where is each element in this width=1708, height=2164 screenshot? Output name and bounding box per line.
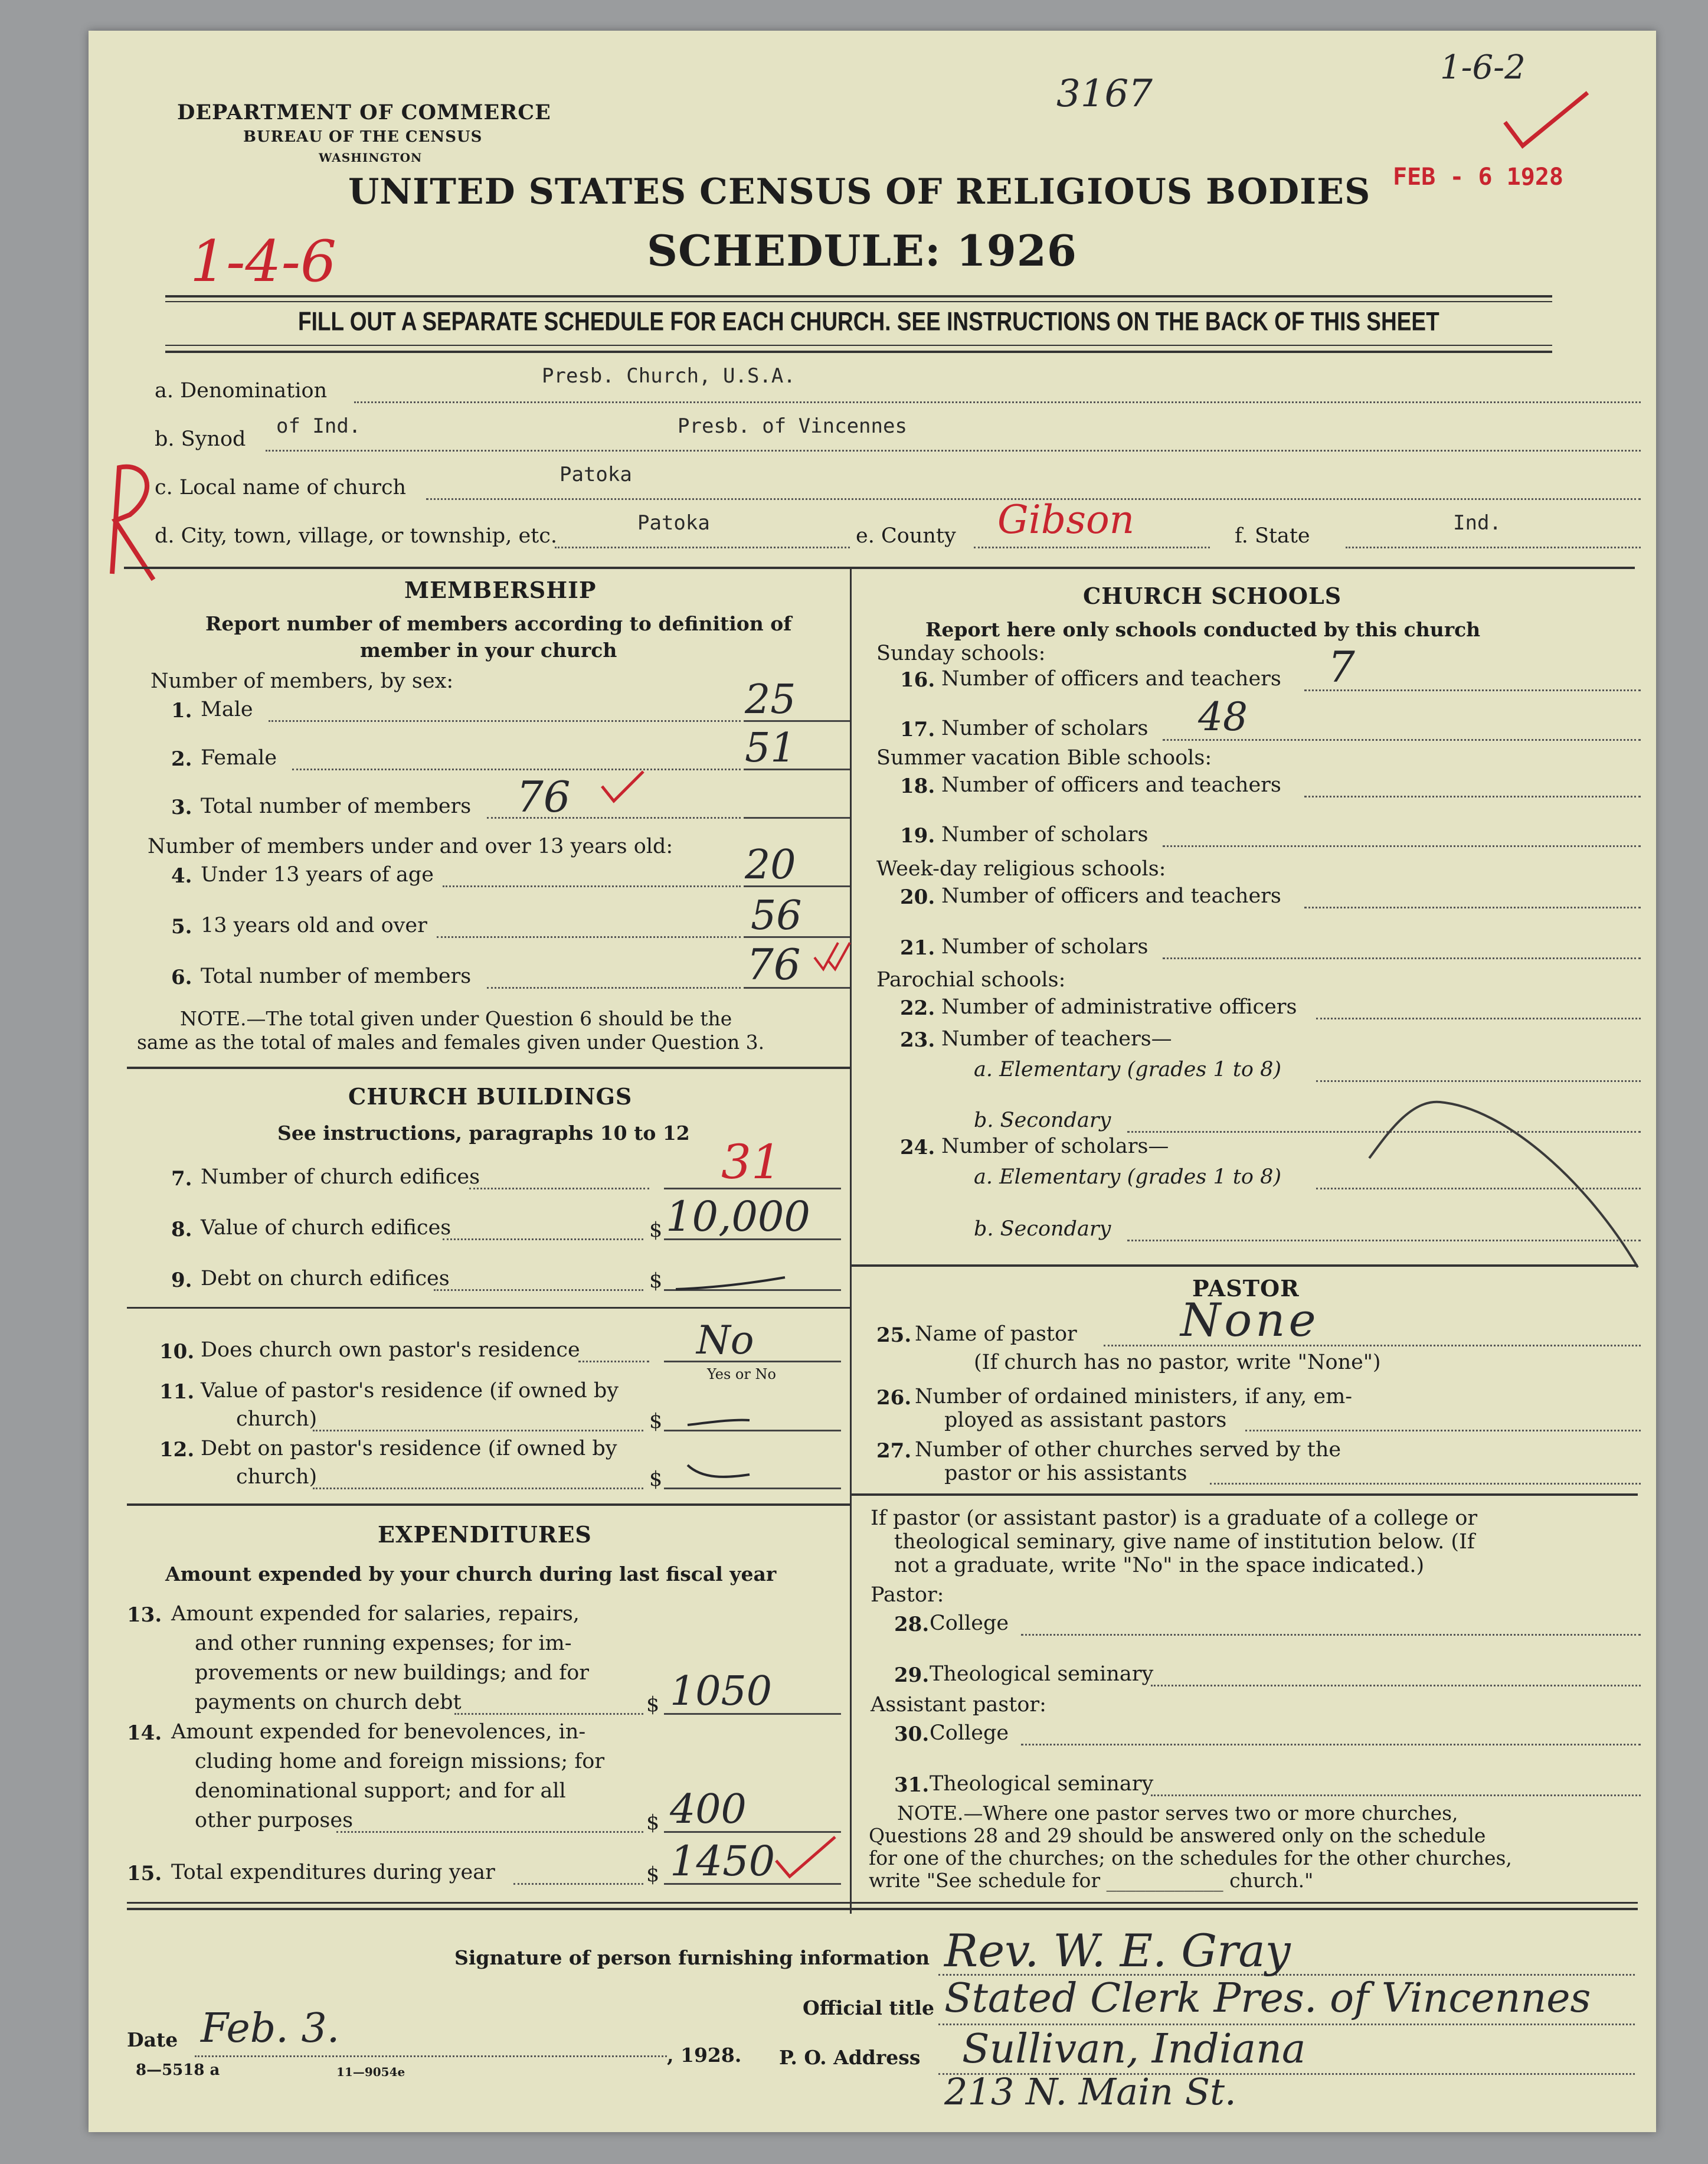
q11-label: church) (236, 1407, 318, 1431)
bureau-label: BUREAU OF THE CENSUS (243, 128, 483, 146)
buildings-subtitle: See instructions, paragraphs 10 to 12 (277, 1122, 690, 1145)
dollar-sign: $ (649, 1218, 663, 1242)
q1-number: 1. (171, 699, 192, 723)
fill-line (974, 547, 1210, 548)
form-number: 8—5518 a (136, 2061, 220, 2079)
q30-number: 30. (894, 1722, 930, 1746)
divider (165, 301, 1552, 302)
q15-label: Total expenditures during year (171, 1861, 495, 1884)
q13-label: payments on church debt (195, 1691, 462, 1714)
top-right-code: 1-6-2 (1440, 48, 1526, 87)
q21-number: 21. (900, 936, 935, 960)
fill-line (443, 1238, 643, 1240)
divider (127, 1067, 850, 1069)
q25-hint: (If church has no pastor, write "None") (974, 1351, 1381, 1374)
city-value: Patoka (637, 511, 710, 535)
q5-label: 13 years old and over (201, 914, 427, 937)
fill-line (1304, 796, 1641, 797)
q20-label: Number of officers and teachers (941, 884, 1281, 908)
date-value: Feb. 3. (201, 2005, 340, 2052)
q21-label: Number of scholars (941, 935, 1149, 959)
q3-value: 76 (516, 772, 571, 822)
county-value: Gibson (997, 497, 1135, 542)
membership-subtitle: Report number of members according to definition of (205, 612, 792, 635)
q2-number: 2. (171, 747, 192, 771)
dollar-sign: $ (646, 1693, 660, 1717)
department-label: DEPARTMENT OF COMMERCE (177, 100, 551, 125)
local-name-value: Patoka (559, 463, 632, 486)
q25-number: 25. (876, 1323, 912, 1347)
synod-value: of Ind. (276, 414, 361, 438)
q14-value: 400 (670, 1786, 747, 1833)
q2-value: 51 (745, 725, 796, 772)
q27-label: Number of other churches served by the (915, 1438, 1341, 1462)
q13-number: 13. (127, 1603, 162, 1627)
q24-label: Number of scholars— (941, 1135, 1169, 1158)
divider (165, 345, 1552, 346)
divider (850, 1264, 1638, 1267)
date-year: , 1928. (667, 2044, 742, 2067)
q2-label: Female (201, 746, 277, 770)
summer-schools-label: Summer vacation Bible schools: (876, 746, 1212, 770)
answer-line (664, 1430, 841, 1431)
membership-subtitle: member in your church (360, 639, 617, 662)
fill-line (292, 769, 741, 770)
schools-heading: CHURCH SCHOOLS (1083, 583, 1342, 609)
q13-value: 1050 (670, 1668, 773, 1715)
q8-number: 8. (171, 1218, 192, 1241)
q12-label: Debt on pastor's residence (if owned by (201, 1437, 617, 1460)
q31-label: Theological seminary (930, 1772, 1154, 1796)
assistant-pastor-label: Assistant pastor: (871, 1693, 1046, 1717)
fill-line (1316, 1080, 1641, 1082)
q9-number: 9. (171, 1269, 192, 1292)
q20-number: 20. (900, 885, 935, 909)
q5-number: 5. (171, 915, 192, 939)
sunday-schools-label: Sunday schools: (876, 642, 1046, 665)
q13-label: provements or new buildings; and for (195, 1661, 590, 1685)
fill-line (269, 720, 741, 722)
q6-value: 76 (747, 940, 801, 989)
q3-number: 3. (171, 796, 192, 819)
q19-label: Number of scholars (941, 823, 1149, 846)
q24a-label: a. Elementary (grades 1 to 8) (974, 1165, 1282, 1189)
received-stamp: FEB - 6 1928 (1393, 164, 1563, 191)
q14-label: cluding home and foreign missions; for (195, 1750, 605, 1773)
fill-line (487, 987, 741, 989)
q22-label: Number of administrative officers (941, 995, 1297, 1019)
q16-value: 7 (1328, 642, 1355, 692)
fill-line (443, 885, 741, 887)
fill-line (336, 1831, 643, 1833)
q11-number: 11. (159, 1380, 195, 1404)
fill-line (1245, 1430, 1641, 1431)
signature-value: Rev. W. E. Gray (944, 1924, 1291, 1977)
q16-label: Number of officers and teachers (941, 667, 1281, 691)
schedule-title: SCHEDULE: 1926 (647, 225, 1077, 276)
red-r-mark (89, 456, 165, 591)
q13-label: and other running expenses; for im- (195, 1632, 572, 1655)
q8-value: 10,000 (666, 1192, 810, 1241)
print-number: 11—9054e (336, 2065, 405, 2079)
q29-number: 29. (894, 1663, 930, 1687)
q15-number: 15. (127, 1862, 162, 1885)
graduate-instructions: If pastor (or assistant pastor) is a graduate of a college or (871, 1506, 1478, 1530)
red-code: 1-4-6 (190, 228, 337, 295)
members-by-age-label: Number of members under and over 13 years old: (148, 835, 673, 858)
answer-line (664, 1488, 841, 1489)
q25-value: None (1180, 1294, 1320, 1347)
q30-label: College (930, 1721, 1009, 1745)
q4-label: Under 13 years of age (201, 863, 434, 887)
q17-value: 48 (1198, 694, 1248, 740)
fill-line (469, 1188, 649, 1189)
official-title-value: Stated Clerk Pres. of Vincennes (944, 1975, 1591, 2022)
po-address-label: P. O. Address (779, 2046, 921, 2069)
q3-label: Total number of members (201, 795, 472, 818)
signature-label: Signature of person furnishing information (454, 1946, 930, 1969)
q15-value: 1450 (670, 1837, 776, 1885)
q14-label: other purposes (195, 1809, 354, 1832)
date-label: Date (127, 2028, 178, 2051)
official-title-label: Official title (803, 1996, 934, 2019)
q10-number: 10. (159, 1340, 195, 1364)
parochial-schools-label: Parochial schools: (876, 968, 1066, 992)
fill-line (1151, 1685, 1641, 1686)
q5-value: 56 (751, 893, 802, 939)
q17-label: Number of scholars (941, 717, 1149, 740)
red-check-q15 (773, 1834, 838, 1881)
membership-note: same as the total of males and females given under Question 3. (137, 1031, 765, 1054)
q13-label: Amount expended for salaries, repairs, (171, 1602, 580, 1626)
q7-value: 31 (721, 1135, 781, 1189)
q1-label: Male (201, 698, 253, 721)
instruction-banner: FILL OUT A SEPARATE SCHEDULE FOR EACH CHURCH. SEE INSTRUCTIONS ON THE BACK OF THIS SHEET (298, 307, 1439, 336)
q29-label: Theological seminary (930, 1662, 1154, 1686)
state-value: Ind. (1453, 511, 1501, 535)
q9-label: Debt on church edifices (201, 1267, 450, 1290)
q23b-label: b. Secondary (974, 1109, 1111, 1132)
divider (165, 295, 1552, 298)
members-by-sex-label: Number of members, by sex: (150, 669, 454, 693)
pastor-note: for one of the churches; on the schedules for the other churches, (869, 1846, 1512, 1869)
washington-label: WASHINGTON (319, 151, 423, 165)
q24-number: 24. (900, 1136, 935, 1159)
membership-note: NOTE.—The total given under Question 6 should be the (180, 1007, 732, 1030)
q28-number: 28. (894, 1613, 930, 1636)
fill-line (1021, 1744, 1641, 1745)
census-schedule-sheet (89, 31, 1656, 2132)
pastor-note: write "See schedule for ____________ church." (869, 1869, 1314, 1892)
file-number: 3167 (1056, 72, 1153, 116)
fill-line (555, 547, 850, 548)
fill-line (195, 2055, 667, 2057)
q24b-label: b. Secondary (974, 1217, 1111, 1241)
pastor-label: Pastor: (871, 1583, 944, 1607)
q9-dash-mark (673, 1270, 791, 1294)
q26-number: 26. (876, 1386, 912, 1410)
fill-line (938, 2024, 1635, 2025)
fill-line (1151, 1794, 1641, 1796)
divider (165, 351, 1552, 353)
membership-heading: MEMBERSHIP (404, 577, 597, 603)
fill-line (513, 1883, 643, 1885)
synod-label: b. Synod (155, 427, 246, 451)
fill-line (1316, 1018, 1641, 1019)
fill-line (454, 1713, 643, 1715)
expenditures-subtitle: Amount expended by your church during last fiscal year (165, 1562, 777, 1586)
divider (127, 1902, 1638, 1904)
graduate-instructions: theological seminary, give name of institution below. (If (894, 1530, 1475, 1554)
expenditures-heading: EXPENDITURES (378, 1521, 592, 1548)
divider (850, 1493, 1638, 1496)
q25-label: Name of pastor (915, 1322, 1077, 1346)
q10-label: Does church own pastor's residence (201, 1338, 580, 1362)
pastor-heading: PASTOR (1192, 1275, 1300, 1302)
schools-subtitle: Report here only schools conducted by this church (925, 618, 1481, 641)
q27-label: pastor or his assistants (944, 1462, 1187, 1485)
q11-label: Value of pastor's residence (if owned by (201, 1379, 619, 1403)
q4-value: 20 (745, 842, 796, 888)
fill-line (1304, 907, 1641, 908)
q7-label: Number of church edifices (201, 1165, 480, 1189)
denomination-label: a. Denomination (155, 379, 328, 403)
q12-number: 12. (159, 1438, 195, 1462)
fill-line (1346, 547, 1641, 548)
weekday-schools-label: Week-day religious schools: (876, 857, 1166, 881)
presbytery-value: Presb. of Vincennes (678, 414, 907, 438)
q31-number: 31. (894, 1773, 930, 1797)
q4-number: 4. (171, 864, 192, 888)
dollar-sign: $ (649, 1467, 663, 1491)
q27-number: 27. (876, 1439, 912, 1463)
divider (127, 1908, 1638, 1910)
fill-line (313, 1430, 643, 1431)
q14-number: 14. (127, 1721, 162, 1745)
fill-line (354, 401, 1641, 403)
dollar-sign: $ (646, 1863, 660, 1887)
strike-through-mark (1363, 1093, 1641, 1270)
q17-number: 17. (900, 718, 935, 741)
fill-line (578, 1361, 649, 1362)
dollar-sign: $ (649, 1410, 663, 1433)
q18-label: Number of officers and teachers (941, 773, 1281, 797)
q1-value: 25 (745, 676, 796, 723)
q22-number: 22. (900, 996, 935, 1020)
q8-label: Value of church edifices (201, 1216, 451, 1240)
answer-line (744, 817, 850, 819)
q11-dash-mark (685, 1412, 755, 1430)
fill-line (1210, 1483, 1641, 1485)
fill-line (437, 936, 741, 938)
red-checkmark (1499, 87, 1594, 152)
dollar-sign: $ (649, 1269, 663, 1293)
column-divider (850, 568, 852, 1914)
q10-hint: Yes or No (707, 1366, 776, 1382)
divider (127, 1307, 850, 1309)
pastor-note: Questions 28 and 29 should be answered only on the schedule (869, 1824, 1486, 1847)
po-address-value: Sullivan, Indiana (962, 2026, 1306, 2073)
q12-label: church) (236, 1465, 318, 1489)
q26-label: Number of ordained ministers, if any, em- (915, 1385, 1353, 1408)
q16-number: 16. (900, 668, 935, 692)
q23-label: Number of teachers— (941, 1027, 1172, 1051)
q26-label: ployed as assistant pastors (944, 1408, 1227, 1432)
q10-value: No (696, 1318, 754, 1363)
pastor-note: NOTE.—Where one pastor serves two or more churches, (897, 1802, 1458, 1825)
county-label: e. County (856, 524, 956, 548)
fill-line (1163, 957, 1641, 959)
fill-line (266, 450, 1641, 452)
fill-line (1021, 1634, 1641, 1636)
divider (127, 1503, 850, 1506)
state-label: f. State (1235, 524, 1310, 548)
red-check-q6 (812, 940, 853, 975)
q6-label: Total number of members (201, 965, 472, 988)
q7-number: 7. (171, 1167, 192, 1191)
divider (124, 567, 1635, 569)
q19-number: 19. (900, 824, 935, 848)
q18-number: 18. (900, 774, 935, 798)
red-check-q3 (599, 769, 646, 804)
buildings-heading: CHURCH BUILDINGS (348, 1083, 633, 1110)
graduate-instructions: not a graduate, write "No" in the space indicated.) (894, 1554, 1425, 1577)
fill-line (313, 1488, 643, 1489)
q6-number: 6. (171, 966, 192, 989)
form-title: UNITED STATES CENSUS OF RELIGIOUS BODIES (348, 171, 1371, 213)
dollar-sign: $ (646, 1811, 660, 1835)
po-address-street: 213 N. Main St. (944, 2070, 1236, 2113)
q14-label: denominational support; and for all (195, 1779, 566, 1803)
q12-dash-mark (685, 1459, 755, 1483)
q23a-label: a. Elementary (grades 1 to 8) (974, 1058, 1282, 1081)
fill-line (1163, 845, 1641, 847)
q14-label: Amount expended for benevolences, in- (171, 1720, 586, 1744)
denomination-value: Presb. Church, U.S.A. (542, 364, 796, 388)
q23-number: 23. (900, 1028, 935, 1052)
q28-label: College (930, 1611, 1009, 1635)
city-label: d. City, town, village, or township, etc. (155, 524, 557, 548)
fill-line (434, 1289, 643, 1291)
local-name-label: c. Local name of church (155, 476, 407, 499)
